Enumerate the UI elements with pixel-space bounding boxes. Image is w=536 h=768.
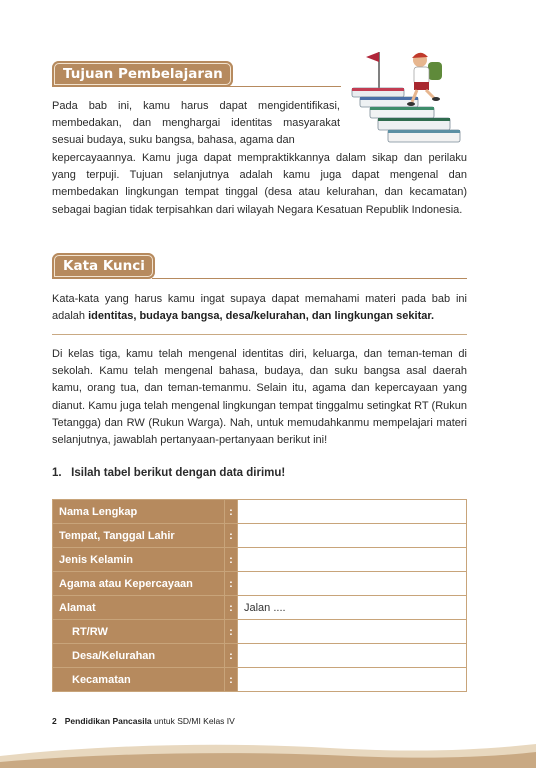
row-label: Kecamatan: [53, 668, 225, 692]
table-row: [53, 548, 467, 572]
book-title: Pendidikan Pancasila: [64, 716, 152, 726]
learning-objectives-text-b: kepercayaannya. Kamu juga dapat mempraktikkannya dalam sikap dan perilaku yang terpuji. Tujuan selanjutnya adalah kamu juga dapat mengenal dan membedakan lingkungan tempat tinggal (desa atau kelurahan, dan kecamatan) sebagai bagian tidak terpisahkan dari wilayah Negara Kesatuan Republik Indonesia.: [52, 152, 467, 216]
page-footer: [52, 716, 235, 726]
keywords-paragraph: [52, 291, 467, 325]
keywords-list: identitas, budaya bangsa, desa/kelurahan, dan lingkungan sekitar.: [88, 310, 435, 323]
answer-cell[interactable]: [238, 572, 467, 596]
colon: :: [225, 596, 238, 620]
student-climbing-books-illustration: [344, 46, 464, 146]
decorative-wave: [0, 738, 536, 768]
colon: :: [225, 524, 238, 548]
row-label: Desa/Kelurahan: [53, 644, 225, 668]
keywords-intro: Kata-kata yang harus kamu ingat supaya dapat memahami materi pada bab ini adalah: [52, 293, 467, 323]
colon: :: [225, 572, 238, 596]
answer-cell[interactable]: [238, 500, 467, 524]
answer-cell[interactable]: Jalan ....: [238, 596, 467, 620]
section-divider: [152, 278, 467, 279]
row-label: Tempat, Tanggal Lahir: [53, 524, 225, 548]
page-number: 2: [52, 716, 57, 726]
table-row: [53, 572, 467, 596]
section-title-tujuan: Tujuan Pembelajaran: [52, 61, 233, 87]
table-row: [53, 524, 467, 548]
learning-objectives-text-a: Pada bab ini, kamu harus dapat mengidentifikasi, membedakan, dan menghargai identitas masyarakat sesuai budaya, suku bangsa, bahasa, agama dan: [52, 100, 340, 147]
table-row: [53, 596, 467, 620]
row-label: RT/RW: [53, 620, 225, 644]
divider: [52, 334, 467, 335]
colon: :: [225, 668, 238, 692]
personal-data-table: [52, 499, 467, 692]
table-row: [53, 644, 467, 668]
table-row: [53, 668, 467, 692]
book-subtitle: untuk SD/MI Kelas IV: [151, 716, 235, 726]
answer-cell[interactable]: [238, 668, 467, 692]
answer-cell[interactable]: [238, 548, 467, 572]
row-label: Jenis Kelamin: [53, 548, 225, 572]
answer-cell[interactable]: [238, 644, 467, 668]
colon: :: [225, 644, 238, 668]
colon: :: [225, 548, 238, 572]
answer-cell[interactable]: [238, 524, 467, 548]
question-title: 1. Isilah tabel berikut dengan data dirimu!: [52, 467, 286, 479]
section-title-kata-kunci: Kata Kunci: [52, 253, 155, 279]
intro-paragraph: Di kelas tiga, kamu telah mengenal identitas diri, keluarga, dan teman-teman di sekolah. Kamu telah mengenal bahasa, budaya, dan suku bangsa asal daerah kamu, orang tua, dan teman-temanmu. Selain itu, agama dan kepercayaan yang dianut. Kamu juga telah mengenal lingkungan tempat tinggalmu setingkat RT (Rukun Tetangga) dan RW (Rukun Warga). Nah, untuk memudahkanmu mempelajari materi selanjutnya, jawablah pertanyaan-pertanyaan berikut ini!: [52, 348, 467, 447]
row-label: Nama Lengkap: [53, 500, 225, 524]
colon: :: [225, 620, 238, 644]
answer-cell[interactable]: [238, 620, 467, 644]
colon: :: [225, 500, 238, 524]
section-divider: [220, 86, 341, 87]
row-label: Agama atau Kepercayaan: [53, 572, 225, 596]
table-row: [53, 500, 467, 524]
table-row: [53, 620, 467, 644]
row-label: Alamat: [53, 596, 225, 620]
